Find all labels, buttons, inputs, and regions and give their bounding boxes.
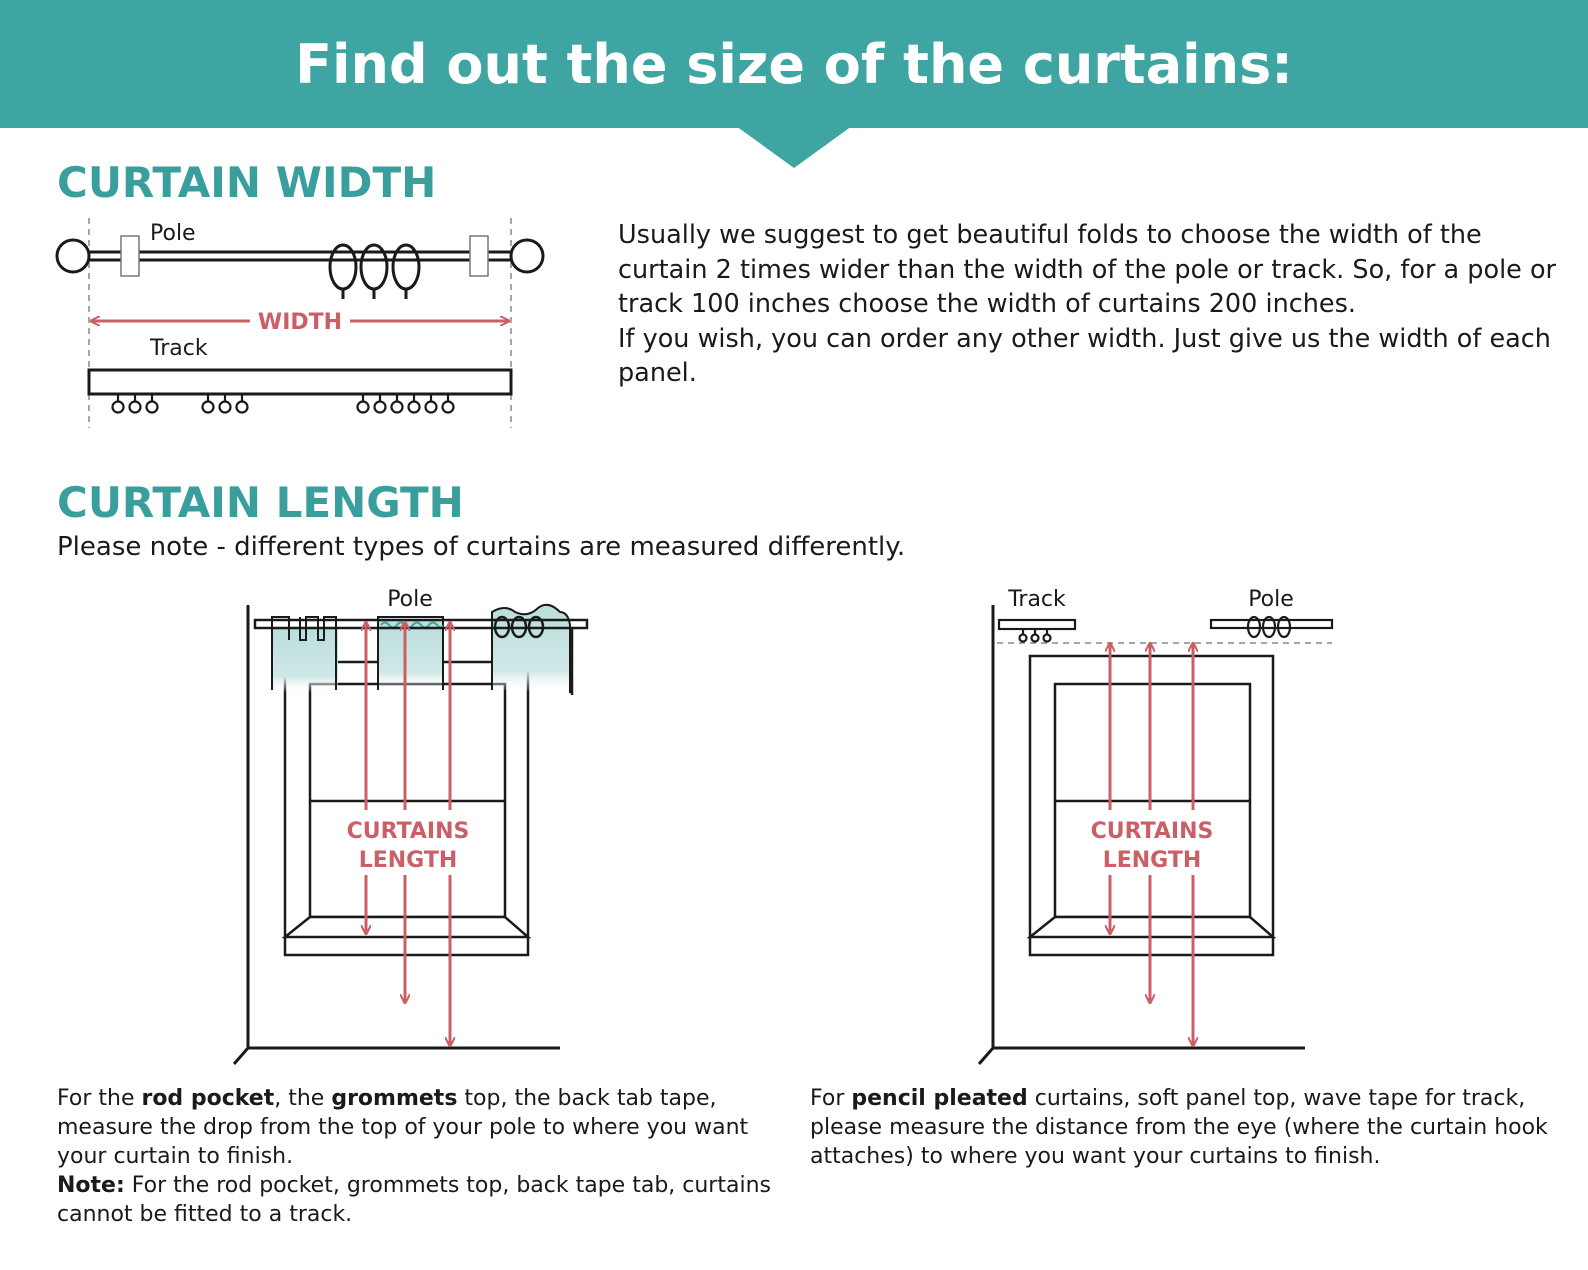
pole-illustration xyxy=(57,236,543,299)
track-hook-icon xyxy=(203,402,214,413)
track-hook-icon xyxy=(409,402,420,413)
length-pole-label: Pole xyxy=(387,587,433,612)
pole-label: Pole xyxy=(150,221,196,246)
curtain-length-heading: CURTAIN LENGTH xyxy=(57,478,464,527)
caption-left-bold-2: grommets xyxy=(331,1086,458,1111)
caption-left-main xyxy=(57,1084,777,1171)
caption-rod-pocket xyxy=(57,1084,777,1229)
track-hook-icon xyxy=(358,402,369,413)
track-hook-icon xyxy=(237,402,248,413)
caption-pencil-pleated xyxy=(810,1084,1570,1171)
track-hook-icon xyxy=(113,402,124,413)
caption-left-note-text: For the rod pocket, grommets top, back tape tab, curtains cannot be fitted to a track. xyxy=(57,1173,771,1227)
caption-left-note xyxy=(57,1171,777,1229)
width-paragraph-1: Usually we suggest to get beautiful folds to choose the width of the curtain 2 times wider than the width of the pole or track. So, for a pole or track 100 inches choose the width of curtains 200 inches. xyxy=(618,220,1557,319)
track-hooks xyxy=(113,394,454,413)
caption-left-note-label: Note: xyxy=(57,1173,125,1198)
caption-left-bold-1: rod pocket xyxy=(141,1086,275,1111)
caption-right-main xyxy=(810,1084,1570,1171)
banner-notch xyxy=(736,126,852,168)
caption-right-text-1: For xyxy=(810,1086,852,1111)
track-hook-icon xyxy=(375,402,386,413)
length-note: Please note - different types of curtains are measured differently. xyxy=(57,532,906,562)
track-hook-icon xyxy=(220,402,231,413)
track-hook-icon xyxy=(392,402,403,413)
width-diagram xyxy=(0,200,600,440)
left-length-label-1: CURTAINS xyxy=(346,819,470,844)
width-description xyxy=(618,218,1568,391)
track-label: Track xyxy=(150,336,208,361)
track-hook-icon xyxy=(147,402,158,413)
track-hook-icon xyxy=(443,402,454,413)
caption-left-text-2: , the xyxy=(274,1086,332,1111)
track-illustration xyxy=(89,370,511,394)
width-paragraph-2: If you wish, you can order any other width. Just give us the width of each panel. xyxy=(618,323,1551,388)
caption-left-text-1: For the xyxy=(57,1086,142,1111)
curtain-width-heading: CURTAIN WIDTH xyxy=(57,158,437,207)
right-length-label-1: CURTAINS xyxy=(1090,819,1214,844)
right-length-label-2: LENGTH xyxy=(1102,848,1202,873)
right-length-diagram xyxy=(780,580,1580,1070)
right-track xyxy=(999,620,1075,642)
caption-right-bold-1: pencil pleated xyxy=(851,1086,1028,1111)
right-track-label: Track xyxy=(1008,587,1066,612)
caption-left-text-3: top, the back tab tape, measure the drop from the top of your pole to where you want your curtain to finish. xyxy=(57,1086,749,1169)
caption-right-text-2: curtains, soft panel top, wave tape for track, please measure the distance from the eye (where the curtain hook attaches) to where you want your curtains to finish. xyxy=(810,1086,1548,1169)
left-length-diagram xyxy=(0,580,800,1070)
left-length-label-2: LENGTH xyxy=(358,848,458,873)
page-title: Find out the size of the curtains: xyxy=(295,33,1293,96)
track-hook-icon xyxy=(426,402,437,413)
width-label: WIDTH xyxy=(257,310,343,335)
right-pole-label: Pole xyxy=(1248,587,1294,612)
track-hook-icon xyxy=(130,402,141,413)
right-pole xyxy=(1211,617,1332,637)
